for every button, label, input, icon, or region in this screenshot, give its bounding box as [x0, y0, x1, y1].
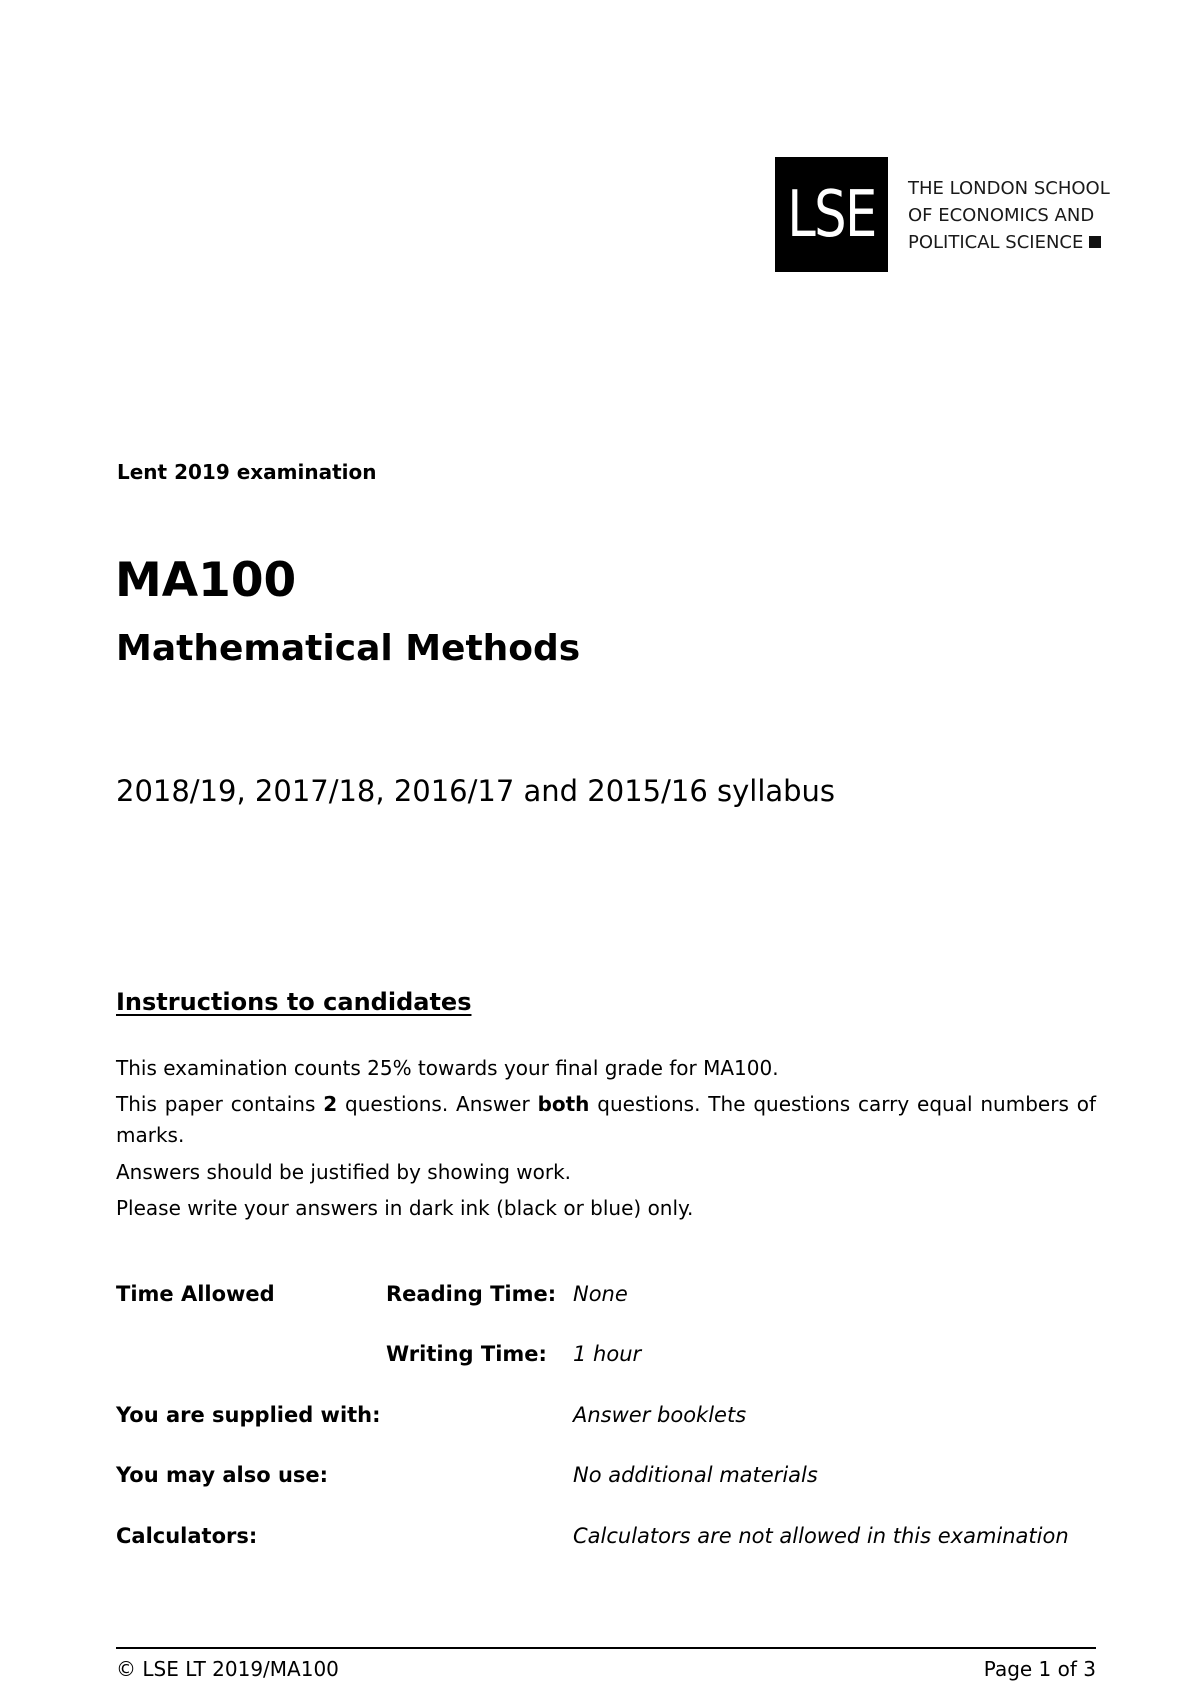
reading-time-label: Reading Time:	[386, 1282, 557, 1306]
logo-wordmark	[908, 175, 1110, 256]
instructions-heading: Instructions to candidates	[116, 988, 472, 1016]
lse-logo	[775, 157, 1110, 272]
logo-line-3-wrap	[908, 229, 1098, 256]
logo-square-icon	[1089, 236, 1101, 248]
footer-rule	[116, 1647, 1096, 1649]
instruction-questions-part-c: questions. The questions carry equal numbers of marks.	[116, 1092, 1096, 1147]
syllabus-years: 2018/19, 2017/18, 2016/17 and 2015/16 syllabus	[116, 774, 836, 808]
may-use-label: You may also use:	[116, 1463, 329, 1487]
footer-page-number: Page 1 of 3	[983, 1657, 1096, 1681]
logo-line-1: THE LONDON SCHOOL	[908, 178, 1110, 199]
exam-session-label: Lent 2019 examination	[117, 460, 377, 484]
supplied-label: You are supplied with:	[116, 1403, 381, 1427]
instruction-justify: Answers should be justified by showing work.	[116, 1160, 572, 1184]
logo-line-2: OF ECONOMICS AND	[908, 205, 1095, 226]
instruction-questions	[116, 1089, 1096, 1151]
footer-copyright: © LSE LT 2019/MA100	[116, 1657, 339, 1681]
course-code: MA100	[115, 553, 297, 608]
may-use-value: No additional materials	[573, 1463, 818, 1487]
calculators-label: Calculators:	[116, 1524, 258, 1548]
question-count: 2	[323, 1092, 338, 1116]
time-allowed-label: Time Allowed	[116, 1282, 275, 1306]
instruction-questions-part-b: questions. Answer	[337, 1092, 538, 1116]
instruction-ink: Please write your answers in dark ink (black or blue) only.	[116, 1196, 694, 1220]
supplied-value: Answer booklets	[573, 1403, 747, 1427]
answer-both-emphasis: both	[537, 1092, 590, 1116]
instruction-grade-weight: This examination counts 25% towards your final grade for MA100.	[116, 1056, 779, 1080]
logo-line-3: POLITICAL SCIENCE	[908, 232, 1084, 253]
logo-mark: LSE	[787, 177, 876, 252]
calculators-value: Calculators are not allowed in this examination	[573, 1524, 1069, 1548]
instruction-questions-part-a: This paper contains	[116, 1092, 324, 1116]
course-title: Mathematical Methods	[116, 628, 581, 669]
writing-time-label: Writing Time:	[386, 1342, 547, 1366]
reading-time-value: None	[573, 1282, 628, 1306]
writing-time-value: 1 hour	[573, 1342, 642, 1366]
